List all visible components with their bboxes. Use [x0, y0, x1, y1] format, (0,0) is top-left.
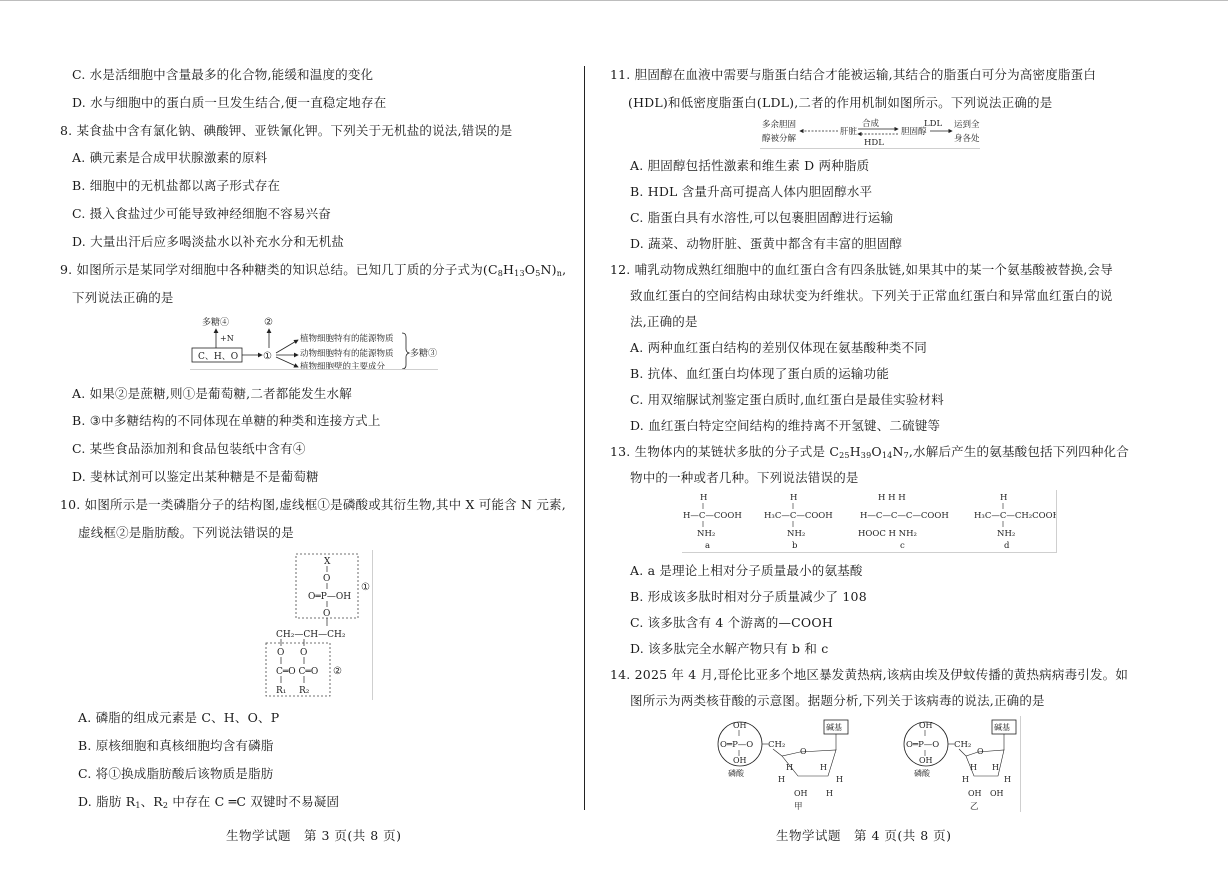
svg-text:O: O: [277, 648, 285, 658]
svg-text:OH: OH: [733, 756, 747, 765]
svg-text:H—C—C—C—COOH: H—C—C—C—COOH: [860, 511, 949, 521]
svg-text:H: H: [820, 763, 827, 772]
q11-stem-1: 11. 胆固醇在血液中需要与脂蛋白结合才能被运输,其结合的脂蛋白可分为高密度脂蛋白: [610, 67, 1097, 82]
svg-text:H: H: [826, 789, 833, 798]
page-top-border: [0, 0, 1228, 1]
svg-text:多余胆固: 多余胆固: [762, 120, 797, 130]
q8-option-a: A. 碘元素是合成甲状腺激素的原料: [72, 150, 268, 165]
node-2: ②: [264, 317, 273, 328]
q13-option-d: D. 该多肽完全水解产物只有 b 和 c: [630, 641, 829, 656]
left-page-footer: 生物学试题 第 3 页(共 8 页): [226, 828, 402, 843]
svg-text:X: X: [324, 557, 331, 567]
q9-stem-2: 下列说法正确的是: [72, 290, 174, 305]
svg-text:合成: 合成: [862, 119, 880, 129]
svg-text:H: H: [836, 775, 843, 784]
svg-text:O═P—OH: O═P—OH: [308, 592, 352, 602]
svg-text:H: H: [1004, 775, 1011, 784]
q9-option-b: B. ③中多糖结构的不同体现在单糖的种类和连接方式上: [72, 413, 381, 428]
svg-text:O: O: [323, 609, 331, 619]
svg-text:NH₂: NH₂: [997, 529, 1016, 539]
q9-stem-1: 9. 如图所示是某同学对细胞中各种糖类的知识总结。已知几丁质的分子式为$(C_8H_{13}O_5N)_n$,: [60, 262, 567, 278]
q8-stem: 8. 某食盐中含有氯化钠、碘酸钾、亚铁氰化钾。下列关于无机盐的说法,错误的是: [60, 123, 513, 138]
branch-cell-wall: 植物细胞壁的主要成分: [300, 362, 386, 369]
svg-text:CH₂: CH₂: [954, 740, 972, 750]
label-box-2: ②: [333, 666, 342, 677]
q8-option-d: D. 大量出汗后应多喝淡盐水以补充水分和无机盐: [72, 234, 345, 249]
svg-text:磷酸: 磷酸: [914, 769, 930, 778]
svg-text:O═P—O: O═P—O: [906, 740, 940, 750]
svg-text:碱基: 碱基: [994, 723, 1010, 732]
svg-text:H H H: H H H: [878, 493, 906, 503]
q14-stem-1: 14. 2025 年 4 月,哥伦比亚多个地区暴发黄热病,该病由埃及伊蚊传播的黄热病病毒引发。如: [610, 667, 1129, 682]
svg-text:醇被分解: 醇被分解: [762, 134, 797, 144]
q11-cholesterol-diagram: [760, 116, 980, 149]
branch-plant-energy: 植物细胞特有的能源物质: [300, 334, 394, 344]
q9-option-d: D. 斐林试剂可以鉴定出某种糖是不是葡萄糖: [72, 469, 319, 484]
svg-text:H: H: [1000, 493, 1008, 503]
label-d: d: [1004, 541, 1010, 551]
svg-text:HOOC H NH₂: HOOC H NH₂: [858, 529, 917, 539]
q11-stem-2: (HDL)和低密度脂蛋白(LDL),二者的作用机制如图所示。下列说法正确的是: [628, 95, 1053, 110]
q13-option-c: C. 该多肽含有 4 个游离的—COOH: [630, 615, 833, 630]
q12-option-d: D. 血红蛋白特定空间结构的维持离不开氢键、二硫键等: [630, 418, 941, 433]
q12-option-c: C. 用双缩脲试剂鉴定蛋白质时,血红蛋白是最佳实验材料: [630, 392, 944, 407]
svg-text:H: H: [700, 493, 708, 503]
q13-stem-2: 物中的一种或者几种。下列说法错误的是: [630, 470, 859, 485]
label-c: c: [900, 541, 905, 551]
svg-text:R₁: R₁: [276, 686, 287, 696]
svg-text:OH: OH: [968, 789, 982, 798]
svg-text:H₃C—C—COOH: H₃C—C—COOH: [764, 511, 833, 521]
svg-text:碱基: 碱基: [826, 723, 842, 732]
svg-text:H: H: [992, 763, 999, 772]
q7-option-c: C. 水是活细胞中含量最多的化合物,能缓和温度的变化: [72, 67, 374, 82]
q9-option-a: A. 如果②是蔗糖,则①是葡萄糖,二者都能发生水解: [72, 386, 352, 401]
svg-text:肝脏: 肝脏: [840, 127, 858, 137]
svg-text:HDL: HDL: [864, 138, 884, 148]
svg-text:OH: OH: [794, 789, 808, 798]
q14-nucleotide-diagram: [716, 716, 1021, 812]
q9-option-c: C. 某些食品添加剂和食品包装纸中含有④: [72, 441, 306, 456]
svg-text:H₃C—C—CH₂COOH: H₃C—C—CH₂COOH: [974, 511, 1056, 521]
label-a: a: [705, 541, 711, 551]
q9-sugar-diagram: [190, 315, 438, 370]
svg-text:O═P—O: O═P—O: [720, 740, 754, 750]
svg-text:O: O: [977, 747, 984, 756]
nucleotide-jia: [718, 720, 848, 812]
q12-stem-1: 12. 哺乳动物成熟红细胞中的血红蛋白含有四条肽链,如果其中的某一个氨基酸被替换,会导: [610, 262, 1113, 277]
svg-text:H—C—COOH: H—C—COOH: [683, 511, 742, 521]
q8-option-c: C. 摄入食盐过少可能导致神经细胞不容易兴奋: [72, 206, 331, 221]
svg-text:NH₂: NH₂: [697, 529, 716, 539]
svg-text:H: H: [970, 763, 977, 772]
q10-stem-1: 10. 如图所示是一类磷脂分子的结构图,虚线框①是磷酸或其衍生物,其中 X 可能含 N 元素,: [60, 497, 566, 512]
q12-option-a: A. 两种血红蛋白结构的差别仅体现在氨基酸种类不同: [630, 340, 927, 355]
q8-option-b: B. 细胞中的无机盐都以离子形式存在: [72, 178, 281, 193]
svg-text:胆固醇: 胆固醇: [901, 127, 927, 137]
svg-text:O: O: [323, 574, 331, 584]
q11-option-d: D. 蔬菜、动物肝脏、蛋黄中都含有丰富的胆固醇: [630, 236, 903, 251]
q11-option-c: C. 脂蛋白具有水溶性,可以包裹胆固醇进行运输: [630, 210, 894, 225]
svg-text:OH: OH: [733, 721, 747, 730]
label-b: b: [792, 541, 798, 551]
q12-option-b: B. 抗体、血红蛋白均体现了蛋白质的运输功能: [630, 366, 890, 381]
nucleotide-yi: [904, 720, 1016, 812]
svg-text:H: H: [962, 775, 969, 784]
svg-text:C═O C═O: C═O C═O: [276, 667, 319, 677]
q10-phospholipid-diagram: [262, 550, 373, 700]
svg-text:CH₂: CH₂: [768, 740, 786, 750]
box-chno: C、H、O: [198, 352, 239, 362]
label-polysaccharide-4: 多糖④: [202, 318, 230, 328]
q12-stem-3: 法,正确的是: [630, 314, 698, 329]
svg-text:CH₂—CH—CH₂: CH₂—CH—CH₂: [276, 630, 346, 640]
svg-text:H: H: [786, 763, 793, 772]
svg-text:磷酸: 磷酸: [728, 769, 744, 778]
svg-text:O: O: [300, 648, 308, 658]
right-page-footer: 生物学试题 第 4 页(共 8 页): [776, 828, 952, 843]
q13-option-a: A. a 是理论上相对分子质量最小的氨基酸: [630, 563, 863, 578]
label-plus-n: +N: [220, 334, 234, 343]
q10-option-b: B. 原核细胞和真核细胞均含有磷脂: [78, 738, 274, 753]
q10-option-a: A. 磷脂的组成元素是 C、H、O、P: [78, 710, 280, 725]
svg-text:身各处: 身各处: [954, 134, 980, 144]
label-jia: 甲: [794, 802, 803, 812]
svg-text:R₂: R₂: [299, 686, 310, 696]
svg-text:LDL: LDL: [924, 119, 943, 129]
svg-text:H: H: [790, 493, 798, 503]
label-polysaccharide-3: 多糖③: [410, 349, 438, 359]
q14-stem-2: 图所示为两类核苷酸的示意图。据题分析,下列关于该病毒的说法,正确的是: [630, 693, 1045, 708]
svg-text:OH: OH: [990, 789, 1004, 798]
label-yi: 乙: [970, 802, 979, 812]
node-1: ①: [263, 351, 272, 362]
svg-text:NH₂: NH₂: [787, 529, 806, 539]
svg-text:OH: OH: [919, 721, 933, 730]
branch-animal-energy: 动物细胞特有的能源物质: [300, 349, 394, 359]
svg-text:O: O: [800, 747, 807, 756]
svg-text:H: H: [778, 775, 785, 784]
q10-option-c: C. 将①换成脂肪酸后该物质是脂肪: [78, 766, 274, 781]
q10-option-d: D. 脂肪 $R_1$、$R_2$ 中存在 C ═C 双键时不易凝固: [78, 794, 340, 810]
q13-amino-acids-diagram: [682, 490, 1057, 553]
q13-option-b: B. 形成该多肽时相对分子质量减少了 108: [630, 589, 867, 604]
q11-option-a: A. 胆固醇包括性激素和维生素 D 两种脂质: [630, 158, 870, 173]
column-divider: [584, 66, 585, 810]
label-box-1: ①: [361, 582, 370, 593]
q10-stem-2: 虚线框②是脂肪酸。下列说法错误的是: [78, 525, 294, 540]
q12-stem-2: 致血红蛋白的空间结构由球状变为纤维状。下列关于正常血红蛋白和异常血红蛋白的说: [630, 288, 1113, 303]
svg-text:OH: OH: [919, 756, 933, 765]
q7-option-d: D. 水与细胞中的蛋白质一旦发生结合,便一直稳定地存在: [72, 95, 387, 110]
q13-stem-1: 13. 生物体内的某链状多肽的分子式是 $C_{25}H_{39}O_{14}N_7$,水解后产生的氨基酸包括下列四种化合: [610, 444, 1129, 460]
q11-option-b: B. HDL 含量升高可提高人体内胆固醇水平: [630, 184, 873, 199]
svg-text:运到全: 运到全: [954, 120, 980, 130]
